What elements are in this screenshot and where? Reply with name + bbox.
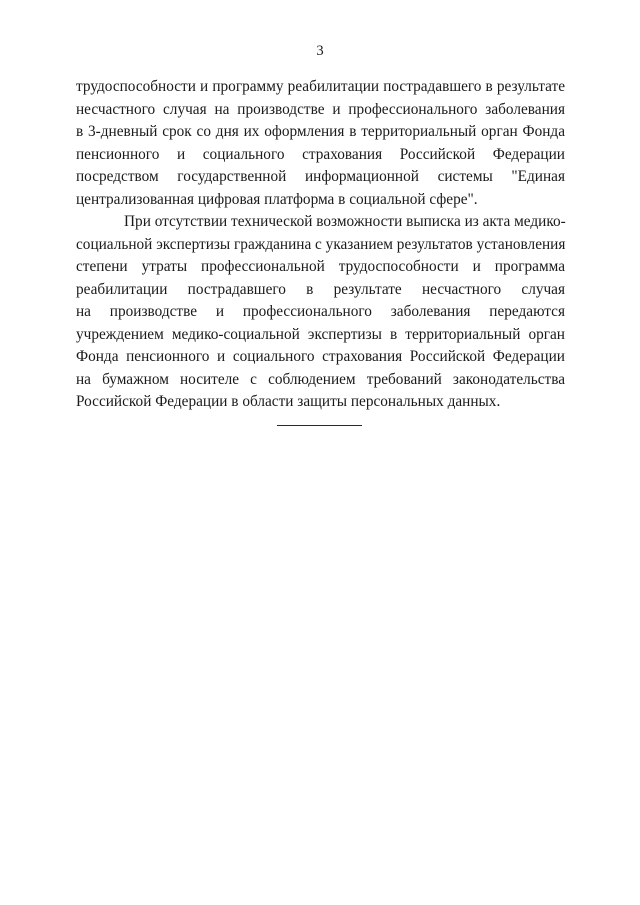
- text-line: на бумажном носителе с соблюдением требований законодательства: [76, 370, 565, 388]
- page-number: 3: [316, 43, 324, 59]
- end-of-document-rule: [277, 425, 362, 426]
- text-line: степени утраты профессиональной трудоспособности и программа: [76, 258, 565, 275]
- text-line: централизованная цифровая платформа в социальной сфере".: [76, 190, 478, 208]
- document-body: [76, 76, 565, 414]
- text-line: При отсутствии технической возможности выписка из акта медико-: [124, 213, 566, 230]
- text-line: на производстве и профессионального заболевания передаются: [76, 303, 565, 320]
- text-line: посредством государственной информационной системы "Единая: [76, 168, 565, 185]
- text-line: трудоспособности и программу реабилитации пострадавшего в результате: [76, 78, 565, 95]
- paragraph-continuation: [76, 76, 565, 211]
- paragraph-paper-fallback: [76, 211, 565, 414]
- text-line: реабилитации пострадавшего в результате несчастного случая: [76, 280, 565, 298]
- text-line: пенсионного и социального страхования Российской Федерации: [76, 145, 565, 163]
- text-line: несчастного случая на производстве и профессионального заболевания: [76, 100, 565, 118]
- text-line: учреждением медико-социальной экспертизы в территориальный орган: [76, 325, 565, 343]
- text-line: Российской Федерации в области защиты персональных данных.: [76, 393, 501, 410]
- text-line: социальной экспертизы гражданина с указанием результатов установления: [76, 235, 566, 253]
- text-line: Фонда пенсионного и социального страхования Российской Федерации: [76, 348, 565, 365]
- text-line: в 3-дневный срок со дня их оформления в территориальный орган Фонда: [76, 123, 565, 140]
